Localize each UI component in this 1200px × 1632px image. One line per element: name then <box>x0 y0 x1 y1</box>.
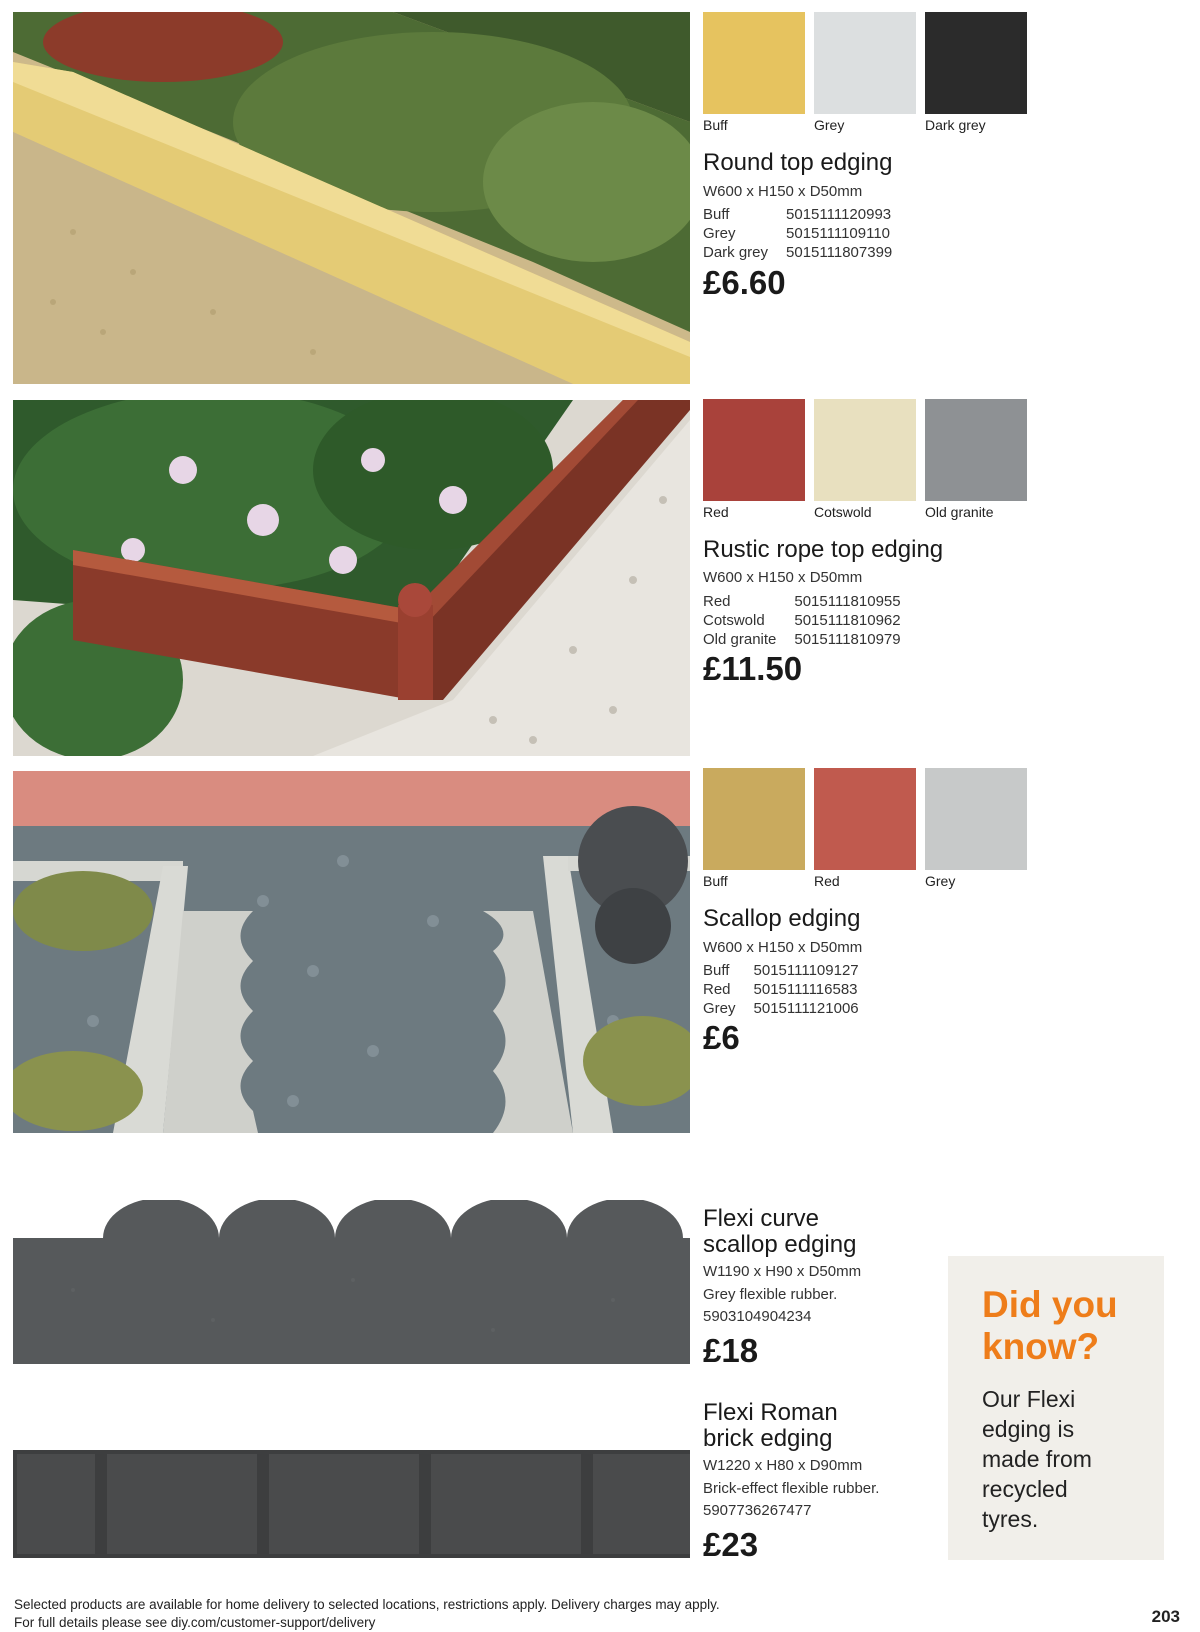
product-dimensions: W600 x H150 x D50mm <box>703 183 863 200</box>
code-row <box>703 961 859 980</box>
swatch-buff[interactable] <box>703 12 805 114</box>
code-colour: Grey <box>703 225 736 242</box>
swatch-label: Grey <box>925 873 956 889</box>
swatch-label: Red <box>814 873 840 889</box>
code-row <box>703 205 892 224</box>
swatch-label: Buff <box>703 117 728 133</box>
product-code: 5015111810955 <box>794 593 901 610</box>
round-top-edging-photo <box>13 12 690 384</box>
product-code: 5015111810979 <box>794 631 901 648</box>
text-line: tyres. <box>982 1506 1039 1532</box>
swatch-label: Cotswold <box>814 504 872 520</box>
product-price: £6.60 <box>703 264 786 301</box>
product-code: 5015111121006 <box>753 1000 859 1017</box>
did-you-know-box <box>948 1256 1164 1560</box>
code-row <box>703 243 892 262</box>
swatch-old-granite[interactable] <box>925 399 1027 501</box>
product-title-line1: Flexi curve <box>703 1205 820 1232</box>
swatch-dark-grey[interactable] <box>925 12 1027 114</box>
code-colour: Dark grey <box>703 244 769 261</box>
swatch-label: Dark grey <box>925 117 986 133</box>
swatch-grey[interactable] <box>814 12 916 114</box>
product-code: 5015111109127 <box>753 962 859 979</box>
product-title-line1: Flexi Roman <box>703 1399 838 1426</box>
did-you-know-heading <box>982 1284 1118 1368</box>
product-code: 5015111120993 <box>786 206 892 223</box>
product-dimensions: W600 x H150 x D50mm <box>703 569 863 586</box>
product-code: 5903104904234 <box>703 1308 812 1325</box>
footer-disclaimer <box>14 1596 720 1632</box>
code-colour: Buff <box>703 962 730 979</box>
flexi-roman-brick-edging-photo <box>13 1440 690 1558</box>
text-line: Our Flexi <box>982 1386 1076 1412</box>
product-dimensions: W1220 x H80 x D90mm <box>703 1457 863 1474</box>
product-title-line2: scallop edging <box>703 1231 857 1258</box>
product-description: Grey flexible rubber. <box>703 1286 838 1303</box>
swatch-grey[interactable] <box>925 768 1027 870</box>
product-code-table <box>703 961 859 1018</box>
product-code: 5015111116583 <box>753 981 858 998</box>
product-dimensions: W600 x H150 x D50mm <box>703 939 863 956</box>
swatch-cotswold[interactable] <box>814 399 916 501</box>
product-price: £6 <box>703 1019 740 1056</box>
heading-line: know? <box>982 1326 1100 1367</box>
product-code: 5015111109110 <box>786 225 891 242</box>
product-price: £23 <box>703 1526 759 1563</box>
code-colour: Red <box>703 593 731 610</box>
product-description: Brick-effect flexible rubber. <box>703 1480 880 1497</box>
rustic-rope-top-edging-photo <box>13 400 690 756</box>
product-dimensions: W1190 x H90 x D50mm <box>703 1263 862 1280</box>
swatch-label: Red <box>703 504 729 520</box>
code-colour: Buff <box>703 206 730 223</box>
product-code: 5907736267477 <box>703 1502 812 1519</box>
did-you-know-text <box>982 1384 1152 1534</box>
code-row <box>703 592 901 611</box>
page-number: 203 <box>1151 1607 1180 1626</box>
code-colour: Old granite <box>703 631 777 648</box>
code-row <box>703 980 859 999</box>
product-code-table <box>703 592 901 649</box>
code-row <box>703 611 901 630</box>
swatch-red[interactable] <box>703 399 805 501</box>
heading-line: Did you <box>982 1284 1118 1325</box>
swatch-label: Old granite <box>925 504 994 520</box>
code-colour: Red <box>703 981 731 998</box>
product-code: 5015111807399 <box>786 244 893 261</box>
scallop-edging-photo <box>13 771 690 1133</box>
code-colour: Grey <box>703 1000 736 1017</box>
product-title: Rustic rope top edging <box>703 536 944 563</box>
product-price: £11.50 <box>703 650 803 687</box>
text-line: made from <box>982 1446 1092 1472</box>
product-title-line2: brick edging <box>703 1425 833 1452</box>
product-price: £18 <box>703 1332 759 1369</box>
text-line: recycled <box>982 1476 1068 1502</box>
product-code: 5015111810962 <box>794 612 901 629</box>
code-row <box>703 630 901 649</box>
code-colour: Cotswold <box>703 612 765 629</box>
footer-delivery-link[interactable]: For full details please see diy.com/customer-support/delivery <box>14 1615 376 1630</box>
footer-line: Selected products are available for home delivery to selected locations, restrictions apply. Delivery charges may apply. <box>14 1597 720 1612</box>
code-row <box>703 999 859 1018</box>
flexi-curve-scallop-edging-photo <box>13 1200 690 1364</box>
product-title: Scallop edging <box>703 905 861 932</box>
swatch-label: Grey <box>814 117 845 133</box>
product-title: Round top edging <box>703 149 893 176</box>
swatch-label: Buff <box>703 873 728 889</box>
product-code-table <box>703 205 892 262</box>
swatch-red[interactable] <box>814 768 916 870</box>
code-row <box>703 224 892 243</box>
swatch-buff[interactable] <box>703 768 805 870</box>
text-line: edging is <box>982 1416 1075 1442</box>
